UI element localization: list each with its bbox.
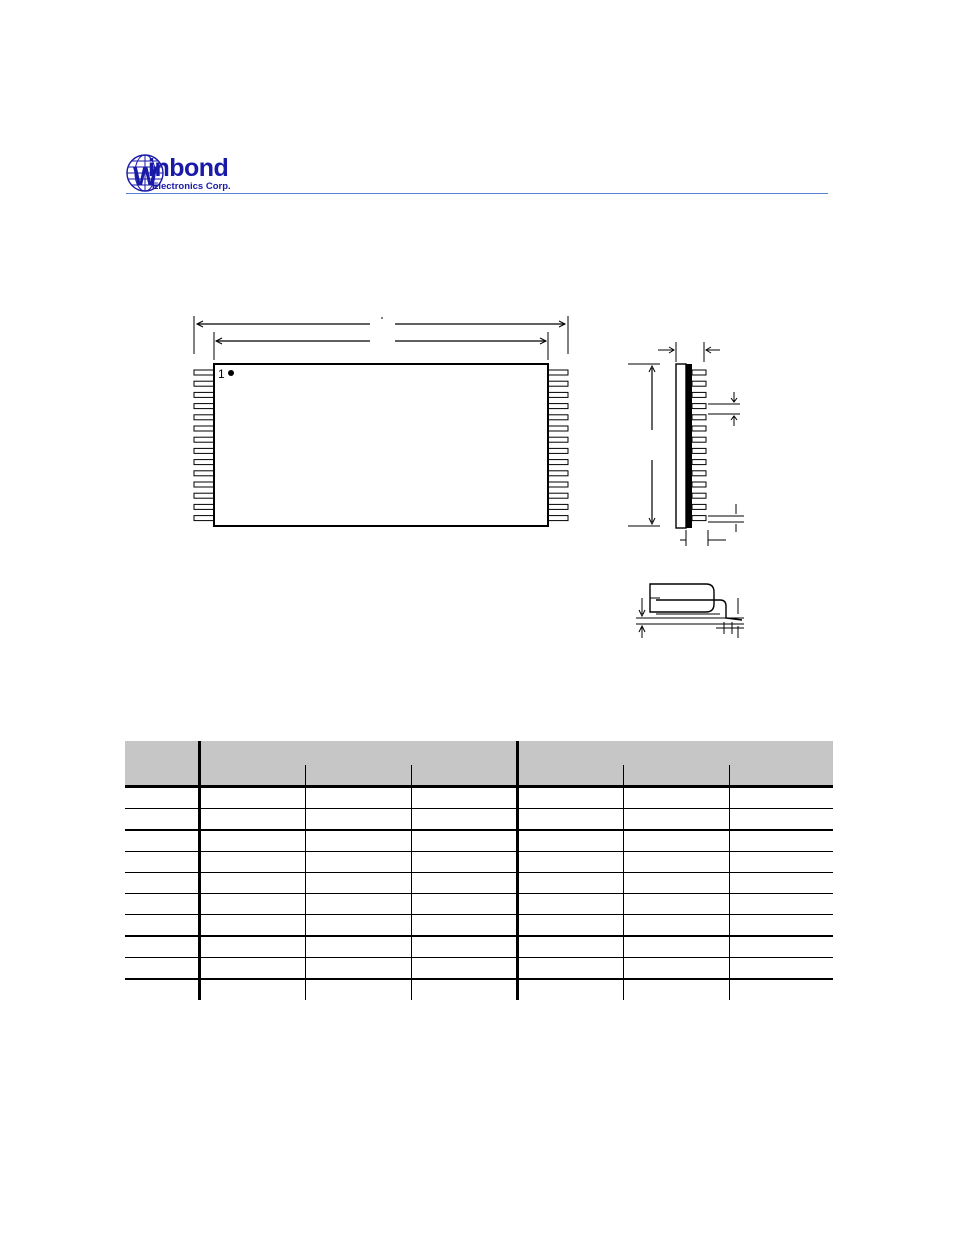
header-cell-group-1	[199, 741, 517, 765]
table-cell	[125, 979, 199, 1000]
table-cell	[729, 809, 833, 831]
table-cell	[623, 936, 729, 958]
table-cell	[199, 830, 305, 852]
end-view	[636, 584, 744, 638]
right-pin	[548, 370, 568, 375]
left-pin	[194, 426, 214, 431]
table-cell	[517, 809, 623, 831]
side-pin	[692, 493, 706, 498]
header-cell-group-2	[517, 741, 833, 765]
right-pin	[548, 392, 568, 397]
table-row	[125, 809, 833, 831]
left-pin	[194, 482, 214, 487]
table-cell	[517, 958, 623, 980]
table-cell	[125, 809, 199, 831]
side-body	[676, 364, 686, 528]
table-cell	[411, 873, 517, 894]
table-cell	[729, 936, 833, 958]
table-cell	[729, 979, 833, 1000]
table-row	[125, 830, 833, 852]
right-pin	[548, 404, 568, 409]
table-cell	[411, 894, 517, 915]
table-row	[125, 958, 833, 980]
table-row	[125, 979, 833, 1000]
side-pin	[692, 437, 706, 442]
right-pin	[548, 493, 568, 498]
side-pin	[692, 415, 706, 420]
table-cell	[623, 915, 729, 937]
header-cell-nom-2	[623, 765, 729, 787]
header-cell-nom-1	[305, 765, 411, 787]
table-cell	[623, 787, 729, 809]
table-row	[125, 936, 833, 958]
table-cell	[729, 915, 833, 937]
side-pin	[692, 471, 706, 476]
header-cell-symbol-lower	[125, 765, 199, 787]
side-pin	[692, 448, 706, 453]
table-cell	[125, 894, 199, 915]
logo-initial: W	[133, 161, 158, 191]
table-cell	[125, 852, 199, 873]
left-pin	[194, 448, 214, 453]
pin1-label: 1	[218, 367, 225, 381]
table-cell	[125, 936, 199, 958]
table-cell	[623, 830, 729, 852]
table-cell	[305, 915, 411, 937]
left-pin	[194, 460, 214, 465]
table-cell	[305, 936, 411, 958]
table-cell	[729, 787, 833, 809]
table-cell	[411, 936, 517, 958]
right-pin	[548, 504, 568, 509]
table-cell	[517, 787, 623, 809]
side-pin	[692, 516, 706, 521]
side-pin	[692, 482, 706, 487]
table-cell	[199, 873, 305, 894]
side-pin	[692, 460, 706, 465]
table-cell	[305, 894, 411, 915]
table-cell	[729, 873, 833, 894]
table-cell	[729, 894, 833, 915]
header-cell-symbol	[125, 741, 199, 765]
table-cell	[305, 830, 411, 852]
table-cell	[729, 830, 833, 852]
table-cell	[305, 873, 411, 894]
table-cell	[305, 787, 411, 809]
table-cell	[623, 979, 729, 1000]
table-cell	[411, 979, 517, 1000]
table-cell	[125, 787, 199, 809]
table-row	[125, 915, 833, 937]
left-pin	[194, 493, 214, 498]
table-header-row-1	[125, 741, 833, 765]
side-pin	[692, 404, 706, 409]
left-pin	[194, 370, 214, 375]
table-cell	[517, 873, 623, 894]
table-cell	[125, 830, 199, 852]
dimension-table-container	[125, 741, 833, 1000]
header-cell-min-1	[199, 765, 305, 787]
table-cell	[305, 958, 411, 980]
table-cell	[517, 852, 623, 873]
right-pin	[548, 415, 568, 420]
table-cell	[411, 852, 517, 873]
table-cell	[517, 915, 623, 937]
table-cell	[623, 894, 729, 915]
table-cell	[199, 979, 305, 1000]
right-pin	[548, 381, 568, 386]
table-row	[125, 894, 833, 915]
right-pin	[548, 516, 568, 521]
table-cell	[125, 873, 199, 894]
table-cell	[411, 830, 517, 852]
logo-wordmark: inbond	[148, 154, 229, 182]
package-body	[214, 364, 548, 526]
pin1-dot	[228, 370, 234, 376]
left-pin	[194, 504, 214, 509]
header-cell-max-2	[729, 765, 833, 787]
left-pin	[194, 437, 214, 442]
table-cell	[517, 936, 623, 958]
table-cell	[411, 958, 517, 980]
left-pin	[194, 404, 214, 409]
table-cell	[305, 809, 411, 831]
table-cell	[199, 852, 305, 873]
table-row	[125, 787, 833, 809]
right-pin	[548, 437, 568, 442]
left-pin	[194, 392, 214, 397]
side-pin	[692, 392, 706, 397]
table-cell	[729, 852, 833, 873]
side-pin	[692, 426, 706, 431]
side-lead-frame	[686, 364, 692, 528]
table-cell	[623, 873, 729, 894]
right-pin	[548, 426, 568, 431]
header-cell-max-1	[411, 765, 517, 787]
side-pin	[692, 381, 706, 386]
top-view	[194, 316, 568, 526]
side-pin	[692, 504, 706, 509]
dimension-table	[125, 741, 833, 1000]
left-pin	[194, 516, 214, 521]
table-cell	[199, 809, 305, 831]
table-cell	[305, 979, 411, 1000]
table-cell	[411, 809, 517, 831]
table-cell	[411, 787, 517, 809]
table-cell	[729, 958, 833, 980]
header-cell-min-2	[517, 765, 623, 787]
side-pin	[692, 370, 706, 375]
table-cell	[199, 915, 305, 937]
side-view	[628, 342, 744, 546]
table-header-row-2	[125, 765, 833, 787]
left-pin	[194, 471, 214, 476]
table-cell	[517, 830, 623, 852]
table-cell	[623, 809, 729, 831]
table-cell	[623, 958, 729, 980]
left-pin	[194, 415, 214, 420]
table-cell	[305, 852, 411, 873]
table-cell	[199, 787, 305, 809]
logo-subtitle: Electronics Corp.	[152, 181, 231, 192]
table-cell	[199, 936, 305, 958]
right-pin	[548, 471, 568, 476]
table-cell	[517, 894, 623, 915]
table-cell	[125, 915, 199, 937]
table-cell	[623, 852, 729, 873]
table-cell	[199, 958, 305, 980]
table-cell	[411, 915, 517, 937]
table-cell	[199, 894, 305, 915]
table-cell	[517, 979, 623, 1000]
right-pin	[548, 482, 568, 487]
left-pin	[194, 381, 214, 386]
table-row	[125, 852, 833, 873]
table-row	[125, 873, 833, 894]
right-pin	[548, 448, 568, 453]
table-cell	[125, 958, 199, 980]
right-pin	[548, 460, 568, 465]
